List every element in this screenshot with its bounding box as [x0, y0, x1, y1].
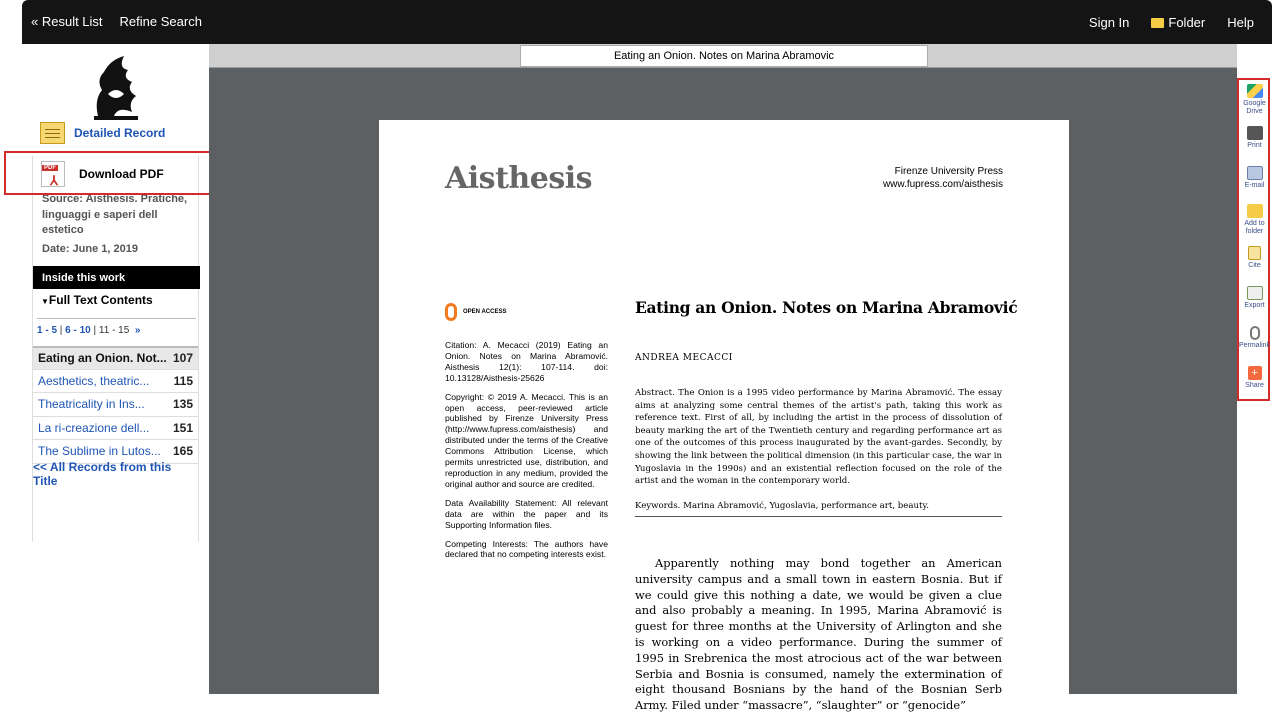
download-pdf-highlight [4, 151, 230, 195]
toc-item[interactable] [33, 417, 198, 441]
page-range-nav: 1 - 5 | 6 - 10 | 11 - 15 » [37, 318, 196, 336]
toc-item-title: The Sublime in Lutos... [38, 444, 161, 459]
detailed-record-label: Detailed Record [74, 126, 166, 140]
competing-interests-text: Competing Interests: The authors have declared that no competing interests exist. [445, 538, 608, 560]
date-text: Date: June 1, 2019 [42, 243, 138, 255]
all-records-link[interactable]: << All Records from this Title [33, 460, 172, 488]
export-icon [1247, 286, 1263, 300]
toc-item-page: 135 [172, 397, 193, 412]
publisher-logo-icon [88, 50, 144, 122]
record-panel [32, 156, 199, 542]
tool-label: Permalink [1238, 342, 1271, 349]
tool-label: Print [1247, 142, 1262, 149]
article-abstract: Abstract. The Onion is a 1995 video performance by Marina Abramović. The essay aims at analyzing some central themes of the artist's path, taking this work as reference text. First of all, by including the artist in the process of dissolution of beauty marking the art of the Twentieth century and regarding performance art as one of the outcomes of this process inaugurated by the avant-gardes. Secondly, by showing the link between the political dimension (in this particular case, the war in Yugoslavia in the 1990s) and an existential reflection focused on the role of the artist and the woman in the contemporary world. [635, 388, 1002, 487]
toc-item-title: Eating an Onion. Not... [38, 351, 167, 366]
detailed-record-icon [40, 122, 65, 144]
toc-item[interactable] [33, 370, 198, 394]
next-pages-link[interactable]: » [134, 325, 141, 336]
full-text-contents-toggle[interactable]: ▼Full Text Contents [41, 293, 153, 307]
article-body: Apparently nothing may bond together an American university campus and a small town in eastern Bosnia. But if we could give this nothing a date, we would be given a clue and also probably a meaning. In 1995, Marina Abramović is guest for three months at the University of Arlington and she is working on a video performance. During the summer of 1995 in Srebrenica the most atrocious act of the war between Serbia and Bosnia is consumed, namely the extermination of eight thousand Bosnians by the hand of the Bosnian Serb Army. Filed under “massacre”, “slaughter” or “genocide” [635, 556, 1002, 713]
pdf-icon: PDF ⅄ [41, 161, 65, 187]
left-sidebar [22, 44, 209, 694]
tool-label: Cite [1248, 262, 1261, 269]
pdf-page [379, 120, 1069, 713]
article-metadata [445, 340, 608, 568]
email-icon [1247, 166, 1263, 180]
toc-item-title: Theatricality in Ins... [38, 397, 145, 412]
toc-item-page: 107 [172, 351, 193, 366]
source-text: Source: Aisthesis. Pratiche, linguaggi e saperi dell estetico [42, 193, 188, 236]
page-range-1-5[interactable]: 1 - 5 [37, 325, 58, 336]
pdf-viewer[interactable] [209, 44, 1237, 713]
toc-item[interactable] [33, 346, 198, 370]
open-access-label: OPEN ACCESS [463, 309, 507, 315]
cite-icon [1248, 246, 1261, 260]
sign-in-link[interactable]: Sign In [1088, 15, 1130, 30]
toc-list [33, 346, 198, 464]
article-title: Eating an Onion. Notes on Marina Abramović [635, 298, 1018, 317]
detailed-record-link[interactable] [40, 122, 165, 144]
open-access-icon [445, 303, 457, 321]
toc-item-title: Aesthetics, theatric... [38, 373, 150, 388]
toc-item-page: 165 [172, 444, 193, 459]
google-drive-tool[interactable] [1237, 84, 1272, 116]
folder-icon [1151, 18, 1164, 28]
tool-label: Export [1244, 302, 1265, 309]
folder-label: Folder [1168, 15, 1206, 30]
full-text-contents-label: Full Text Contents [48, 293, 153, 307]
page-range-11-15: 11 - 15 [98, 325, 130, 336]
print-icon [1247, 126, 1263, 140]
link-icon [1250, 326, 1260, 340]
open-access-badge [445, 303, 506, 321]
tool-label: E-mail [1244, 182, 1265, 189]
folder-link[interactable] [1151, 15, 1205, 30]
print-tool[interactable] [1237, 126, 1272, 150]
help-link[interactable]: Help [1227, 15, 1254, 30]
viewer-tab-title: Eating an Onion. Notes on Marina Abramovic [520, 45, 928, 67]
folder-icon [1247, 204, 1263, 218]
tool-label: Google Drive [1243, 100, 1266, 115]
publisher-name: Firenze University Press [894, 166, 1003, 177]
page-range-6-10[interactable]: 6 - 10 [65, 325, 91, 336]
tool-label: Add to folder [1244, 220, 1265, 235]
tool-label: Share [1245, 382, 1264, 389]
result-list-link[interactable]: « Result List [31, 14, 103, 29]
toc-item-page: 115 [173, 373, 193, 388]
journal-title: Aisthesis [445, 161, 592, 196]
share-icon: + [1248, 366, 1262, 380]
email-tool[interactable] [1237, 166, 1272, 190]
download-pdf-label: Download PDF [79, 167, 164, 181]
google-drive-icon [1247, 84, 1263, 98]
refine-search-link[interactable]: Refine Search [119, 14, 202, 29]
share-tool[interactable] [1237, 366, 1272, 390]
toc-item-title: La ri-creazione dell... [38, 420, 150, 435]
publisher-url: www.fupress.com/aisthesis [882, 179, 1003, 190]
top-navigation-bar [22, 0, 1272, 44]
article-keywords: Keywords. Marina Abramović, Yugoslavia, performance art, beauty. [635, 501, 1002, 517]
cite-tool[interactable] [1237, 246, 1272, 270]
export-tool[interactable] [1237, 286, 1272, 310]
permalink-tool[interactable] [1237, 326, 1272, 350]
publisher-info [883, 165, 1003, 191]
inside-this-work-heading: Inside this work [33, 266, 200, 289]
add-to-folder-tool[interactable] [1237, 204, 1272, 236]
article-author: ANDREA MECACCI [635, 353, 733, 363]
data-availability-text: Data Availability Statement: All relevant data are within the paper and its Supporting Information files. [445, 497, 608, 530]
copyright-text: Copyright: © 2019 A. Mecacci. This is an open access, peer-reviewed article published by Firenze University Press (http://www.fupress.com/aisthesis) and distributed under the terms of the Creative Commons Attribution License, which permits unrestricted use, distribution, and reproduction in any medium, provided the original author and source are credited. [445, 391, 608, 489]
toc-item-page: 151 [172, 420, 193, 435]
toc-item[interactable] [33, 393, 198, 417]
citation-text: Citation: A. Mecacci (2019) Eating an Onion. Notes on Marina Abramović. Aisthesis 12(1): 107-114. doi: 10.13128/Aisthesis-25626 [445, 340, 608, 383]
viewer-header [209, 44, 1237, 68]
